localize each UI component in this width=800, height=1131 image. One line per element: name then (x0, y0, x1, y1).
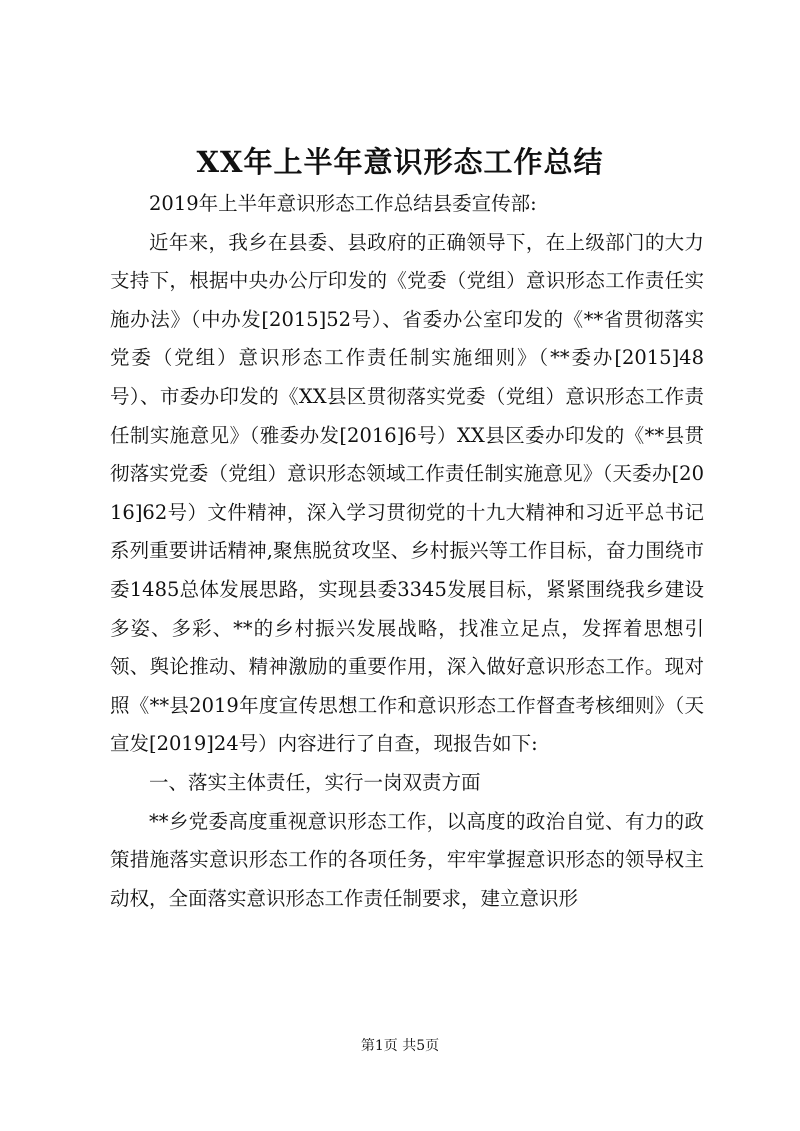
paragraph-section-one: **乡党委高度重视意识形态工作，以高度的政治自觉、有力的政策措施落实意识形态工作的各项任务，牢牢掌握意识形态的领导权主动权，全面落实意识形态工作责任制要求，建立意识形 (110, 809, 704, 910)
section-heading: 一、落实主体责任，实行一岗双责方面 (149, 770, 481, 794)
page-footer: 第1页 共5页 (360, 1038, 440, 1054)
document-body (110, 185, 704, 918)
paragraph-intro: 2019年上半年意识形态工作总结县委宣传部: (149, 192, 537, 215)
document-title: XX年上半年意识形态工作总结 (196, 145, 604, 179)
paragraph-main: 近年来，我乡在县委、县政府的正确领导下，在上级部门的大力支持下，根据中央办公厅印发的《党委（党组）意识形态工作责任实施办法》（中办发[2015]52号）、省委办公室印发的《**省贯彻落实党委（党组）意识形态工作责任制实施细则》（**委办[2015]48号）、市委办印发的《XX县区贯彻落实党委（党组）意识形态工作责任制实施意见》（雅委办发[2016]6号）XX县区委办印发的《**县贯彻落实党委（党组）意识形态领域工作责任制实施意见》（天委办[2016]62号）文件精神，深入学习贯彻党的十九大精神和习近平总书记系列重要讲话精神,聚焦脱贫攻坚、乡村振兴等工作目标，奋力围绕市委1485总体发展思路，实现县委3345发展目标，紧紧围绕我乡建设多姿、多彩、**的乡村振兴发展战略，找准立足点，发挥着思想引领、舆论推动、精神激励的重要作用，深入做好意识形态工作。现对照《**县2019年度宣传思想工作和意识形态工作督查考核细则》（天宣发[2019]24号）内容进行了自查，现报告如下: (110, 230, 704, 756)
